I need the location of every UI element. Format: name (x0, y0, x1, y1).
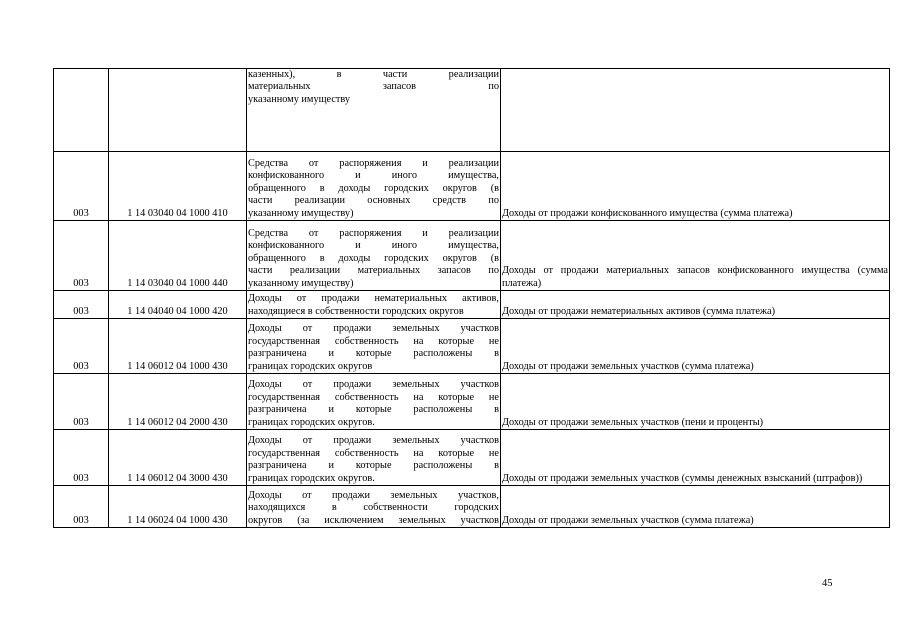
revenue-name-cell (247, 152, 501, 221)
description-cell: Доходы от продажи земельных участков (пени и проценты) (501, 374, 890, 430)
description-cell: Доходы от продажи конфискованного имущества (сумма платежа) (501, 152, 890, 221)
admin-code-cell (54, 69, 109, 152)
table-row (54, 152, 890, 221)
budget-code-cell: 1 14 06024 04 1000 430 (109, 486, 247, 528)
name-line: материальных запасов по (248, 81, 499, 93)
name-line: государственная собственность на которые не (248, 447, 499, 459)
name-line: разграничена и которые расположены в (248, 460, 499, 472)
budget-revenue-table (53, 68, 890, 528)
name-line: части реализации основных средств по (248, 195, 499, 207)
revenue-name-cell (247, 486, 501, 528)
name-line: казенных), в части реализации (248, 69, 499, 80)
page-number: 45 (822, 578, 833, 589)
name-line: находящиеся в собственности городских округов (248, 305, 464, 317)
budget-code-cell: 1 14 04040 04 1000 420 (109, 291, 247, 319)
name-line: Доходы от продажи земельных участков (248, 435, 499, 447)
budget-code-cell: 1 14 06012 04 3000 430 (109, 430, 247, 486)
revenue-name-cell (247, 430, 501, 486)
name-line: Средства от распоряжения и реализации (248, 157, 499, 169)
name-line: округов (за исключением земельных участков (248, 514, 499, 526)
name-line: обращенного в доходы городских округов (в (248, 182, 499, 194)
budget-code-cell: 1 14 06012 04 1000 430 (109, 319, 247, 374)
table-row (54, 486, 890, 528)
name-line: границах городских округов. (248, 416, 375, 428)
name-line: Доходы от продажи земельных участков (248, 323, 499, 335)
budget-code-cell: 1 14 03040 04 1000 410 (109, 152, 247, 221)
table-row (54, 430, 890, 486)
name-line: указанному имуществу) (248, 277, 354, 289)
name-line: Доходы от продажи земельных участков, (248, 489, 499, 501)
name-line: разграничена и которые расположены в (248, 348, 499, 360)
name-line: Средства от распоряжения и реализации (248, 227, 499, 239)
admin-code-cell: 003 (54, 152, 109, 221)
name-line: находящихся в собственности городских (248, 502, 499, 514)
table-row (54, 319, 890, 374)
name-line: границах городских округов. (248, 472, 375, 484)
table-row (54, 69, 890, 152)
budget-code-cell: 1 14 03040 04 1000 440 (109, 221, 247, 291)
table-row (54, 374, 890, 430)
description-cell: Доходы от продажи земельных участков (суммы денежных взысканий (штрафов)) (501, 430, 890, 486)
budget-code-cell: 1 14 06012 04 2000 430 (109, 374, 247, 430)
name-line: обращенного в доходы городских округов (в (248, 252, 499, 264)
admin-code-cell: 003 (54, 319, 109, 374)
name-line: указанному имуществу) (248, 207, 354, 219)
name-line: границах городских округов (248, 360, 373, 372)
table-body (54, 69, 890, 528)
description-cell: Доходы от продажи земельных участков (сумма платежа) (501, 319, 890, 374)
admin-code-cell: 003 (54, 221, 109, 291)
description-cell: Доходы от продажи нематериальных активов (сумма платежа) (501, 291, 890, 319)
admin-code-cell: 003 (54, 486, 109, 528)
admin-code-cell: 003 (54, 430, 109, 486)
table-row (54, 221, 890, 291)
name-line: конфискованного и иного имущества, (248, 240, 499, 252)
name-line: указанному имуществу (248, 93, 351, 105)
budget-code-cell (109, 69, 247, 152)
name-line: государственная собственность на которые не (248, 391, 499, 403)
table-row (54, 291, 890, 319)
revenue-name-cell (247, 221, 501, 291)
revenue-name-cell (247, 69, 501, 152)
admin-code-cell: 003 (54, 291, 109, 319)
revenue-name-cell (247, 374, 501, 430)
name-line: государственная собственность на которые не (248, 335, 499, 347)
name-line: части реализации материальных запасов по (248, 265, 499, 277)
name-line: Доходы от продажи нематериальных активов, (248, 293, 499, 305)
name-line: Доходы от продажи земельных участков (248, 379, 499, 391)
name-line: разграничена и которые расположены в (248, 404, 499, 416)
revenue-name-cell (247, 319, 501, 374)
description-cell: Доходы от продажи земельных участков (сумма платежа) (501, 486, 890, 528)
name-line: конфискованного и иного имущества, (248, 170, 499, 182)
description-cell: Доходы от продажи материальных запасов конфискованного имущества (сумма платежа) (501, 221, 890, 291)
revenue-name-cell (247, 291, 501, 319)
description-cell (501, 69, 890, 152)
admin-code-cell: 003 (54, 374, 109, 430)
